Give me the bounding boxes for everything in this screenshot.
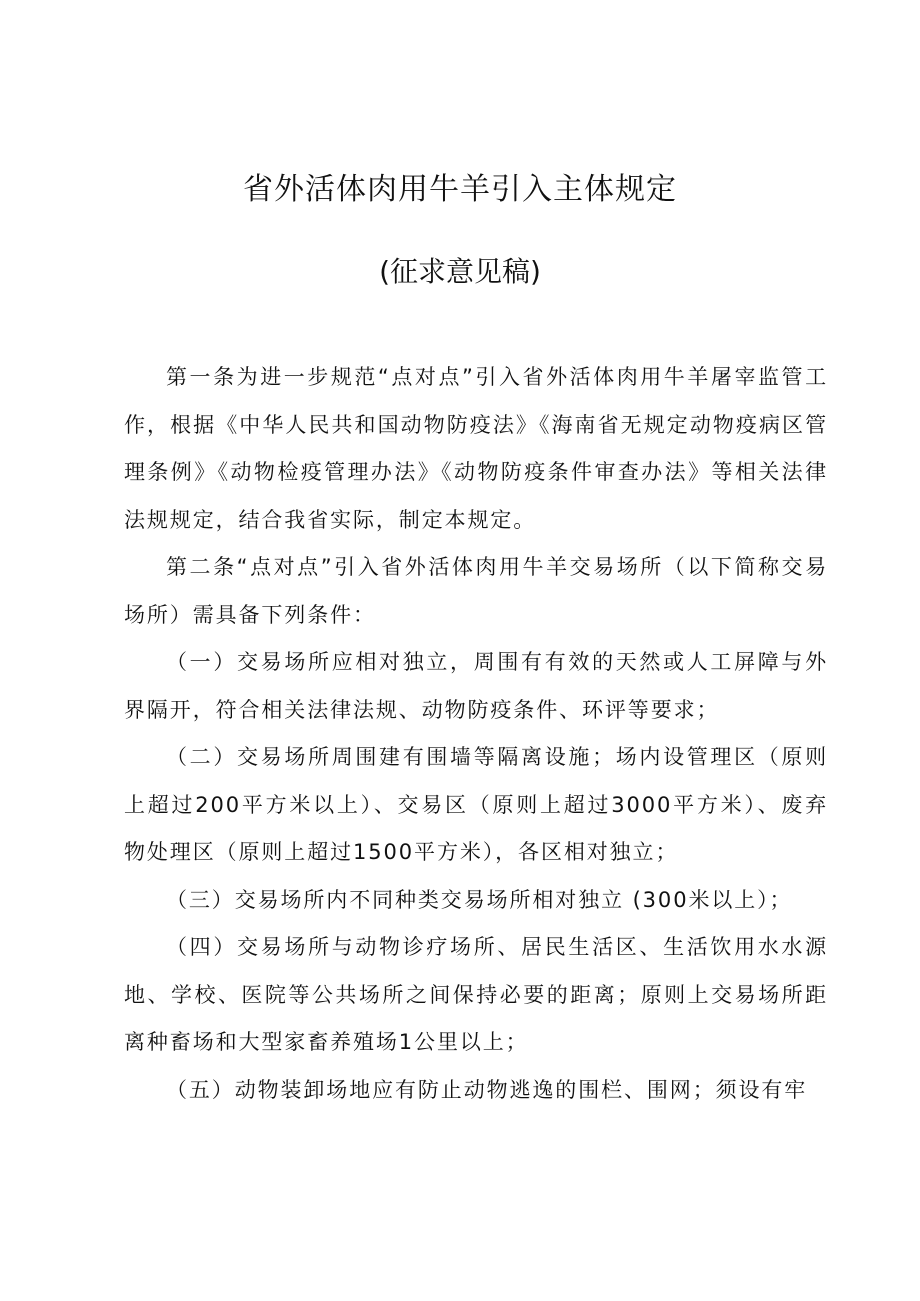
- document-title: 省外活体肉用牛羊引入主体规定: [243, 172, 677, 207]
- paragraph-item-2: （二）交易场所周围建有围墙等隔离设施；场内设管理区（原则上超过200平方米以上）、交易区（原则上超过3000平方米）、废弃物处理区（原则上超过1500平方米），各区相对独立；: [124, 745, 828, 864]
- paragraph-article-2: 第二条“点对点”引入省外活体肉用牛羊交易场所（以下简称交易场所）需具备下列条件：: [124, 555, 828, 627]
- document-subtitle: (征求意见稿): [379, 255, 541, 288]
- paragraph-item-5: （五）动物装卸场地应有防止动物逃逸的围栏、围网；须设有牢: [166, 1077, 808, 1102]
- paragraph-article-1: 第一条为进一步规范“点对点”引入省外活体肉用牛羊屠宰监管工作，根据《中华人民共和国动物防疫法》《海南省无规定动物疫病区管理条例》《动物检疫管理办法》《动物防疫条件审查办法》等相关法律法规规定，结合我省实际，制定本规定。: [124, 365, 828, 532]
- paragraph-item-3: （三）交易场所内不同种类交易场所相对独立 (300米以上）；: [166, 887, 793, 912]
- paragraph-item-4: （四）交易场所与动物诊疗场所、居民生活区、生活饮用水水源地、学校、医院等公共场所之间保持必要的距离；原则上交易场所距离种畜场和大型家畜养殖场1公里以上；: [124, 935, 828, 1054]
- document-body: [124, 354, 828, 1114]
- paragraph-item-1: （一）交易场所应相对独立，周围有有效的天然或人工屏障与外界隔开，符合相关法律法规、动物防疫条件、环评等要求；: [124, 650, 828, 722]
